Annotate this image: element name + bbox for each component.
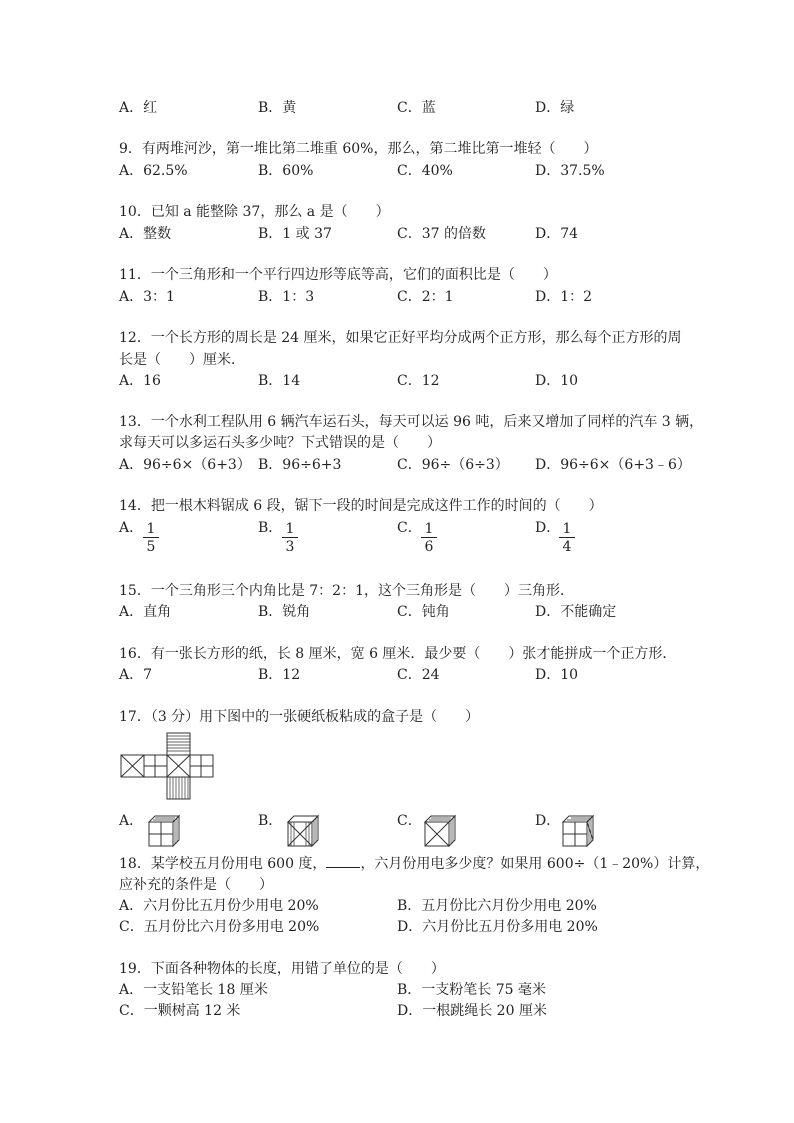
fraction-denominator: 5 xyxy=(146,539,156,555)
q14-option-b-letter: B． xyxy=(258,520,283,536)
fraction-denominator: 3 xyxy=(285,539,295,555)
q14-option-b-fraction xyxy=(282,521,298,556)
q10-option-b: B．1 或 37 xyxy=(258,226,332,242)
q12-option-b: B．14 xyxy=(258,373,301,389)
q9-option-d: D．37.5% xyxy=(535,163,605,179)
q18-option-c: C．五月份比六月份多用电 20% xyxy=(119,919,320,935)
q14-option-a-letter: A． xyxy=(119,520,144,536)
q18-stem-line2: 应补充的条件是（ ） xyxy=(119,877,273,893)
q18-stem-prefix: 18．某学校五月份用电 600 度， xyxy=(119,856,327,872)
q19-option-d: D．一根跳绳长 20 厘米 xyxy=(397,1003,547,1019)
q18-option-b: B．五月份比六月份少用电 20% xyxy=(397,898,597,914)
q19-option-b: B．一支粉笔长 75 毫米 xyxy=(397,982,547,998)
fraction-denominator: 4 xyxy=(562,539,572,555)
q14-option-c-letter: C． xyxy=(397,520,422,536)
q12-stem-line2: 长是（ ）厘米． xyxy=(119,352,245,368)
q12-option-d: D．10 xyxy=(535,373,579,389)
q14-option-d-fraction xyxy=(559,521,575,556)
q19-option-c: C．一颗树高 12 米 xyxy=(119,1003,241,1019)
q14-option-d-letter: D． xyxy=(535,520,561,536)
q13-option-b: B．96÷6+3 xyxy=(258,457,342,473)
q18-option-a: A．六月份比五月份少用电 20% xyxy=(119,898,319,914)
fraction-numerator: 1 xyxy=(282,521,298,538)
q8-option-a: A．红 xyxy=(119,100,158,116)
q13-stem-line2: 求每天可以多运石头多少吨？下式错误的是（ ） xyxy=(119,435,441,451)
q14-option-a-fraction xyxy=(143,521,159,556)
q16-option-c: C．24 xyxy=(397,667,440,683)
q16-option-a: A．7 xyxy=(119,667,153,683)
q10-stem: 10．已知 a 能整除 37，那么 a 是（ ） xyxy=(119,204,390,220)
q10-option-a: A．整数 xyxy=(119,226,172,242)
q8-option-b: B．黄 xyxy=(258,100,297,116)
q15-option-a: A．直角 xyxy=(119,604,172,620)
q17-option-b-letter: B． xyxy=(258,813,283,829)
q17-option-d-cube-icon xyxy=(559,812,597,848)
q13-option-a: A．96÷6×（6+3） xyxy=(119,457,251,473)
q11-option-b: B．1：3 xyxy=(258,289,315,305)
q17-option-c-letter: C． xyxy=(397,813,422,829)
q8-option-c: C．蓝 xyxy=(397,100,436,116)
q19-stem: 19．下面各种物体的长度，用错了单位的是（ ） xyxy=(119,961,445,977)
q13-stem-line1: 13．一个水利工程队用 6 辆汽车运石头，每天可以运 96 吨，后来又增加了同样的汽车 3 辆， xyxy=(119,414,704,430)
q12-option-a: A．16 xyxy=(119,373,161,389)
q12-option-c: C．12 xyxy=(397,373,440,389)
q9-option-b: B．60% xyxy=(258,163,314,179)
q15-option-d: D．不能确定 xyxy=(535,604,617,620)
q15-option-c: C．钝角 xyxy=(397,604,450,620)
q11-option-d: D．1：2 xyxy=(535,289,593,305)
box-net-figure xyxy=(118,731,216,805)
q18-option-d: D．六月份比五月份多用电 20% xyxy=(397,919,598,935)
q9-option-c: C．40% xyxy=(397,163,453,179)
q11-option-a: A．3：1 xyxy=(119,289,175,305)
q15-stem: 15．一个三角形三个内角比是 7：2：1，这个三角形是（ ）三角形． xyxy=(119,583,574,599)
q9-option-a: A．62.5% xyxy=(119,163,188,179)
q13-option-c: C．96÷（6÷3） xyxy=(397,457,509,473)
q18-stem-suffix: ，六月份用电多少度？如果用 600÷（1﹣20%）计算， xyxy=(360,856,710,872)
q19-option-a: A．一支铅笔长 18 厘米 xyxy=(119,982,268,998)
q10-option-c: C．37 的倍数 xyxy=(397,226,486,242)
q16-stem: 16．有一张长方形的纸，长 8 厘米，宽 6 厘米．最少要（ ）张才能拼成一个正方形． xyxy=(119,646,677,662)
q17-option-c-cube-icon xyxy=(421,812,459,848)
q16-option-d: D．10 xyxy=(535,667,579,683)
q18-stem-line1 xyxy=(119,855,709,873)
q17-option-a-cube-icon xyxy=(145,812,183,848)
q17-option-d-letter: D． xyxy=(535,813,561,829)
q17-option-b-cube-icon xyxy=(284,812,322,848)
q10-option-d: D．74 xyxy=(535,226,579,242)
q12-stem-line1: 12．一个长方形的周长是 24 厘米，如果它正好平均分成两个正方形，那么每个正方形的周 xyxy=(119,330,682,346)
q14-option-c-fraction xyxy=(421,521,437,556)
q13-option-d: D．96÷6×（6+3﹣6） xyxy=(535,457,691,473)
q18-blank xyxy=(326,855,360,868)
fraction-numerator: 1 xyxy=(559,521,575,538)
q16-option-b: B．12 xyxy=(258,667,301,683)
q8-option-d: D．绿 xyxy=(535,100,575,116)
fraction-numerator: 1 xyxy=(143,521,159,538)
q17-option-a-letter: A． xyxy=(119,813,144,829)
fraction-denominator: 6 xyxy=(424,539,434,555)
q11-option-c: C．2：1 xyxy=(397,289,454,305)
q17-stem: 17．（3 分）用下图中的一张硬纸板粘成的盒子是（ ） xyxy=(119,709,480,725)
q9-stem: 9．有两堆河沙，第一堆比第二堆重 60%，那么，第二堆比第一堆轻（ ） xyxy=(119,141,598,157)
fraction-numerator: 1 xyxy=(421,521,437,538)
q14-stem: 14．把一根木料锯成 6 段，锯下一段的时间是完成这件工作的时间的（ ） xyxy=(119,498,603,514)
q15-option-b: B．锐角 xyxy=(258,604,311,620)
q11-stem: 11．一个三角形和一个平行四边形等底等高，它们的面积比是（ ） xyxy=(119,267,557,283)
